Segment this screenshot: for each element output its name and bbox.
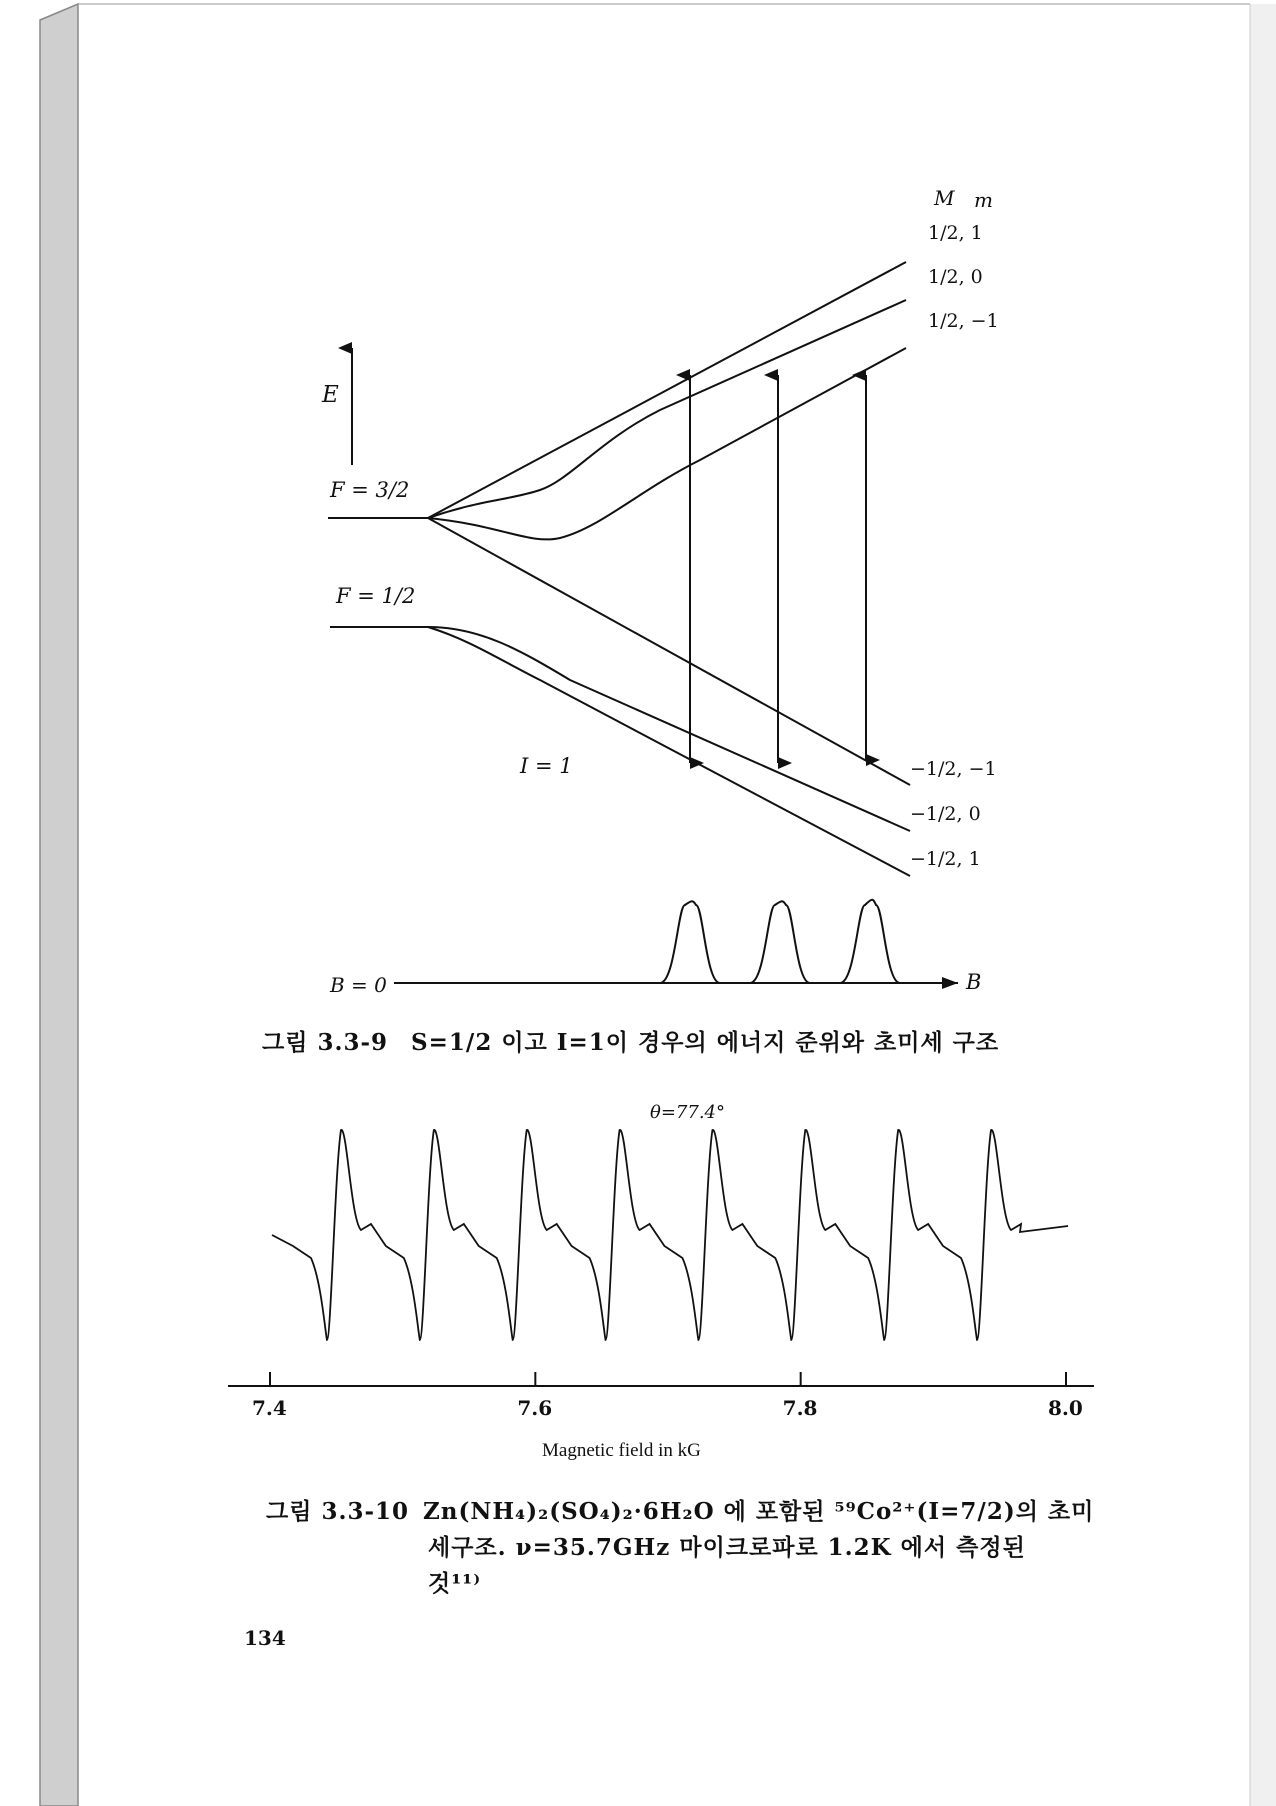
lower-state-labels bbox=[910, 758, 997, 893]
branch-lower-minus1 bbox=[428, 518, 910, 785]
upper-state-labels bbox=[928, 222, 999, 354]
x-tick-label-3: 8.0 bbox=[1048, 1396, 1083, 1420]
lower-state-0: −1/2, −1 bbox=[910, 758, 997, 780]
absorption-peak-2 bbox=[750, 901, 810, 983]
figure2-caption-line2: 세구조. ν=35.7GHz 마이크로파로 1.2K 에서 측정된 bbox=[428, 1534, 1026, 1561]
x-tick-label-0: 7.4 bbox=[252, 1396, 287, 1420]
absorption-peak-1 bbox=[660, 901, 720, 983]
branch-upper-0 bbox=[428, 300, 906, 518]
lower-state-1: −1/2, 0 bbox=[910, 803, 981, 825]
x-axis-label: Magnetic field in kG bbox=[542, 1440, 701, 1461]
page-number: 134 bbox=[244, 1626, 286, 1650]
upper-state-0: 1/2, 1 bbox=[928, 222, 983, 244]
header-m-upper: M bbox=[934, 186, 955, 210]
label-f-upper: F = 3/2 bbox=[330, 478, 410, 502]
figure1-caption bbox=[262, 1024, 999, 1057]
branch-upper-minus1 bbox=[428, 348, 906, 539]
label-i: I = 1 bbox=[520, 754, 573, 778]
x-tick-label-1: 7.6 bbox=[517, 1396, 553, 1420]
label-e: E bbox=[322, 382, 339, 408]
branch-lower-1 bbox=[428, 627, 910, 876]
x-tick-label-2: 7.8 bbox=[782, 1396, 818, 1420]
upper-state-1: 1/2, 0 bbox=[928, 266, 983, 288]
angle-label: θ=77.4° bbox=[650, 1102, 725, 1123]
spectrum-trace bbox=[272, 1130, 1068, 1340]
figure1-caption-label: 그림 3.3-9 bbox=[262, 1029, 389, 1056]
header-m-lower: m bbox=[974, 188, 993, 212]
upper-state-2: 1/2, −1 bbox=[928, 310, 999, 332]
figure2-caption bbox=[266, 1494, 1094, 1602]
figure2-caption-label: 그림 3.3-10 bbox=[266, 1498, 410, 1525]
label-b: B bbox=[966, 970, 982, 994]
branch-upper-1 bbox=[428, 262, 906, 518]
branch-lower-0 bbox=[428, 627, 910, 831]
absorption-peak-3 bbox=[840, 900, 900, 983]
lower-state-2: −1/2, 1 bbox=[910, 848, 981, 870]
label-f-lower: F = 1/2 bbox=[336, 584, 416, 608]
label-b-zero: B = 0 bbox=[330, 973, 387, 997]
figure2-caption-line1: Zn(NH₄)₂(SO₄)₂·6H₂O 에 포함된 ⁵⁹Co²⁺(I=7/2)의 초미 bbox=[423, 1498, 1095, 1525]
epr-spectrum-chart bbox=[0, 1100, 1276, 1400]
figure2-caption-line3: 것¹¹⁾ bbox=[428, 1570, 482, 1597]
figure1-caption-text: S=1/2 이고 I=1이 경우의 에너지 준위와 초미세 구조 bbox=[411, 1029, 1000, 1056]
